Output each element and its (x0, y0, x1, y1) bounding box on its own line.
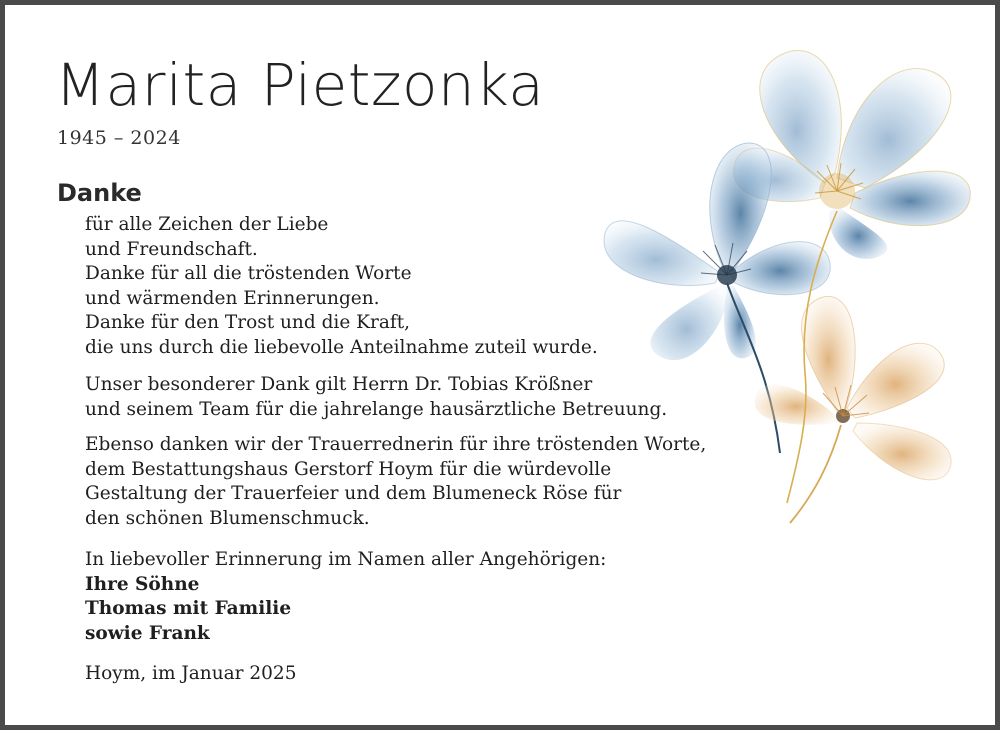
text-line: Gestaltung der Trauerfeier und dem Blumeneck Röse für (85, 483, 622, 505)
thanks-paragraph-3 (85, 433, 706, 531)
blue-flower-top (734, 51, 971, 259)
signature-name: Ihre Söhne (85, 573, 200, 595)
signature-name: sowie Frank (85, 622, 210, 644)
signature-name: Thomas mit Familie (85, 598, 292, 620)
text-line: für alle Zeichen der Liebe (85, 214, 329, 235)
life-dates: 1945 – 2024 (57, 127, 181, 149)
place-and-date: Hoym, im Januar 2025 (85, 663, 297, 684)
thanks-heading: Danke (57, 179, 142, 207)
text-line: die uns durch die liebevolle Anteilnahme zuteil wurde. (85, 336, 598, 358)
text-line: Danke für den Trost und die Kraft, (85, 312, 411, 334)
gold-flower (755, 296, 952, 523)
text-line: und seinem Team für die jahrelange hausärztliche Betreuung. (85, 398, 668, 420)
text-line: dem Bestattungshaus Gerstorf Hoym für die würdevolle (85, 458, 612, 480)
deceased-name: Marita Pietzonka (55, 51, 545, 119)
signature-block (85, 548, 606, 646)
thanks-paragraph-2 (85, 373, 667, 422)
text-line: Unser besonderer Dank gilt Herrn Dr. Tobias Krößner (85, 374, 593, 395)
text-line: Danke für all die tröstenden Worte (85, 263, 412, 285)
text-line: und wärmenden Erinnerungen. (85, 287, 380, 309)
text-line: Ebenso danken wir der Trauerrednerin für ihre tröstenden Worte, (85, 434, 707, 455)
thanks-paragraph-1 (85, 213, 598, 361)
text-line: und Freundschaft. (85, 238, 258, 260)
signature-intro: In liebevoller Erinnerung im Namen aller Angehörigen: (85, 549, 607, 570)
text-line: den schönen Blumenschmuck. (85, 507, 370, 529)
